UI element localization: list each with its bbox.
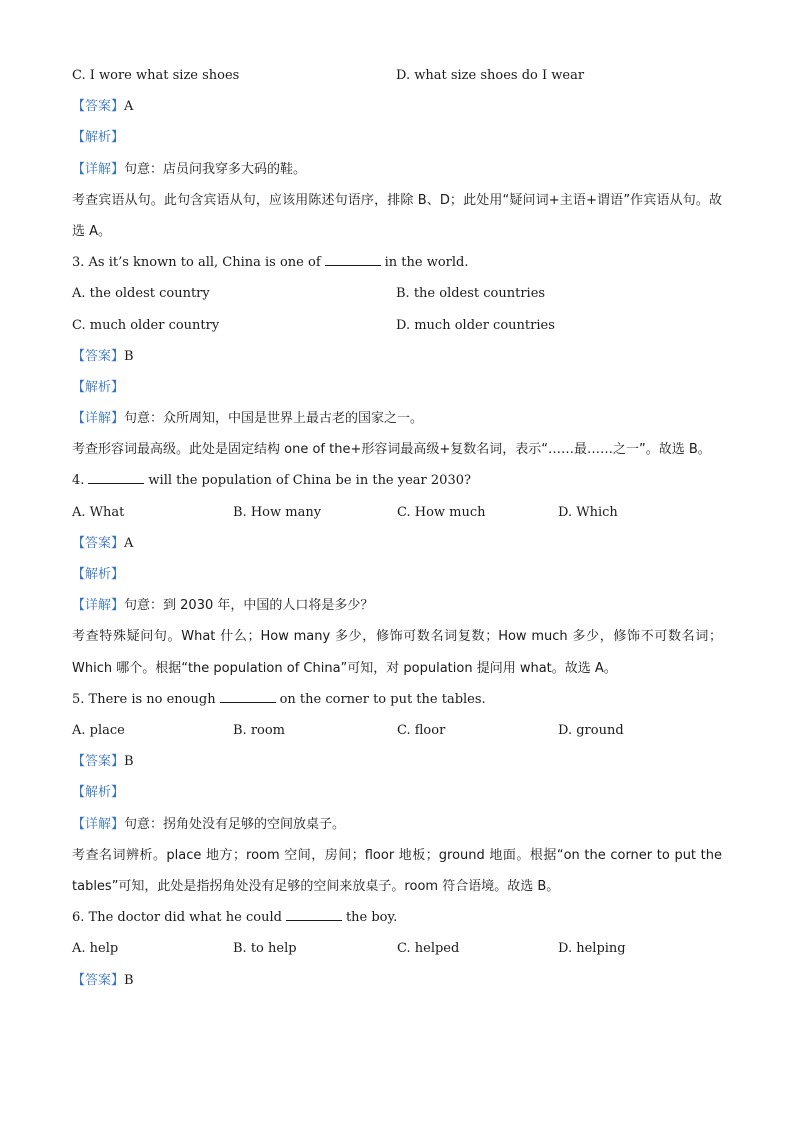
analysis-tag: 【解析】 <box>72 567 125 583</box>
answer-tag: 【答案】 <box>72 754 125 770</box>
detail-line <box>72 154 722 185</box>
question-stem-start: 4. <box>72 473 85 489</box>
answer-line <box>72 341 722 372</box>
answer-options-row <box>72 497 722 528</box>
answer-option: C. much older country <box>72 317 220 333</box>
answer-option: D. helping <box>558 941 626 957</box>
detail-text: 句意：到 2030 年，中国的人口将是多少？ <box>124 598 374 614</box>
answer-option: D. ground <box>558 723 624 739</box>
analysis-line <box>72 777 722 808</box>
answer-option: A. the oldest country <box>72 286 210 302</box>
analysis-line <box>72 372 722 403</box>
answer-options-row <box>72 933 722 964</box>
detail-tag: 【详解】 <box>72 161 125 177</box>
answer-option: B. How many <box>233 504 322 520</box>
answer-blank <box>325 254 381 266</box>
question-line <box>72 684 722 715</box>
answer-line <box>72 91 722 122</box>
answer-blank <box>220 691 276 703</box>
analysis-tag: 【解析】 <box>72 379 125 395</box>
detail-text: 句意：店员问我穿多大码的鞋。 <box>124 161 307 177</box>
explanation-paragraph: 考查特殊疑问句。What 什么；How many 多少，修饰可数名词复数；How much 多少，修饰不可数名词；Which 哪个。根据“the population of China”可知，对 population 提问用 what。故选 A。 <box>72 629 722 676</box>
answer-line <box>72 528 722 559</box>
detail-line <box>72 809 722 840</box>
detail-tag: 【详解】 <box>72 411 125 427</box>
answer-option: C. helped <box>397 941 460 957</box>
analysis-line <box>72 122 722 153</box>
detail-tag: 【详解】 <box>72 598 125 614</box>
answer-line <box>72 965 722 996</box>
explanation-paragraph: 考查形容词最高级。此处是固定结构 one of the+形容词最高级+复数名词，表示“……最……之一”。故选 B。 <box>72 442 711 458</box>
answer-option: D. Which <box>558 504 618 520</box>
analysis-line <box>72 559 722 590</box>
answer-value: A <box>124 535 134 551</box>
answer-tag: 【答案】 <box>72 348 125 364</box>
answer-options-row <box>72 60 722 91</box>
question-stem-end: will the population of China be in the year 2030? <box>148 473 471 489</box>
answer-option: B. room <box>233 723 286 739</box>
answer-options-row <box>72 715 722 746</box>
question-line <box>72 247 722 278</box>
answer-options-row <box>72 278 722 309</box>
detail-tag: 【详解】 <box>72 816 125 832</box>
answer-value: A <box>124 99 134 115</box>
question-stem-end: the boy. <box>345 910 398 926</box>
answer-option: A. What <box>72 504 125 520</box>
answer-option: D. much older countries <box>396 317 555 333</box>
explanation-paragraph: 考查名词辨析。place 地方；room 空间，房间；floor 地板；ground 地面。根据“on the corner to put the tables”可知，此处是指拐角处没有足够的空间来放桌子。room 符合语境。故选 B。 <box>72 847 722 894</box>
question-line <box>72 465 722 496</box>
answer-option: B. to help <box>233 941 297 957</box>
detail-text: 句意：众所周知，中国是世界上最古老的国家之一。 <box>124 411 424 427</box>
answer-option: C. floor <box>397 723 446 739</box>
answer-option: D. what size shoes do I wear <box>396 68 585 83</box>
detail-text: 句意：拐角处没有足够的空间放桌子。 <box>124 816 346 832</box>
document-page <box>72 60 722 996</box>
analysis-tag: 【解析】 <box>72 785 125 801</box>
answer-tag: 【答案】 <box>72 99 125 115</box>
answer-blank <box>286 909 342 921</box>
explanation-paragraph: 考查宾语从句。此句含宾语从句，应该用陈述句语序，排除 B、D；此处用“疑问词+主语+谓语”作宾语从句。故选 A。 <box>72 192 722 239</box>
answer-tag: 【答案】 <box>72 972 125 988</box>
detail-line <box>72 590 722 621</box>
answer-value: B <box>124 348 134 364</box>
question-stem-start: 5. There is no enough <box>72 691 216 707</box>
question-stem-start: 6. The doctor did what he could <box>72 910 282 926</box>
analysis-tag: 【解析】 <box>72 130 125 146</box>
answer-option: C. How much <box>397 504 486 520</box>
answer-line <box>72 746 722 777</box>
answer-option: A. help <box>72 941 119 957</box>
question-stem-start: 3. As it’s known to all, China is one of <box>72 255 321 271</box>
answer-option: A. place <box>72 723 125 739</box>
answer-blank <box>88 472 144 484</box>
answer-value: B <box>124 754 134 770</box>
answer-value: B <box>124 972 134 988</box>
question-line <box>72 902 722 933</box>
answer-option: C. I wore what size shoes <box>72 68 240 83</box>
question-stem-end: in the world. <box>384 255 469 271</box>
answer-tag: 【答案】 <box>72 535 125 551</box>
question-stem-end: on the corner to put the tables. <box>279 691 486 707</box>
answer-options-row <box>72 310 722 341</box>
detail-line <box>72 403 722 434</box>
answer-option: B. the oldest countries <box>396 286 546 302</box>
